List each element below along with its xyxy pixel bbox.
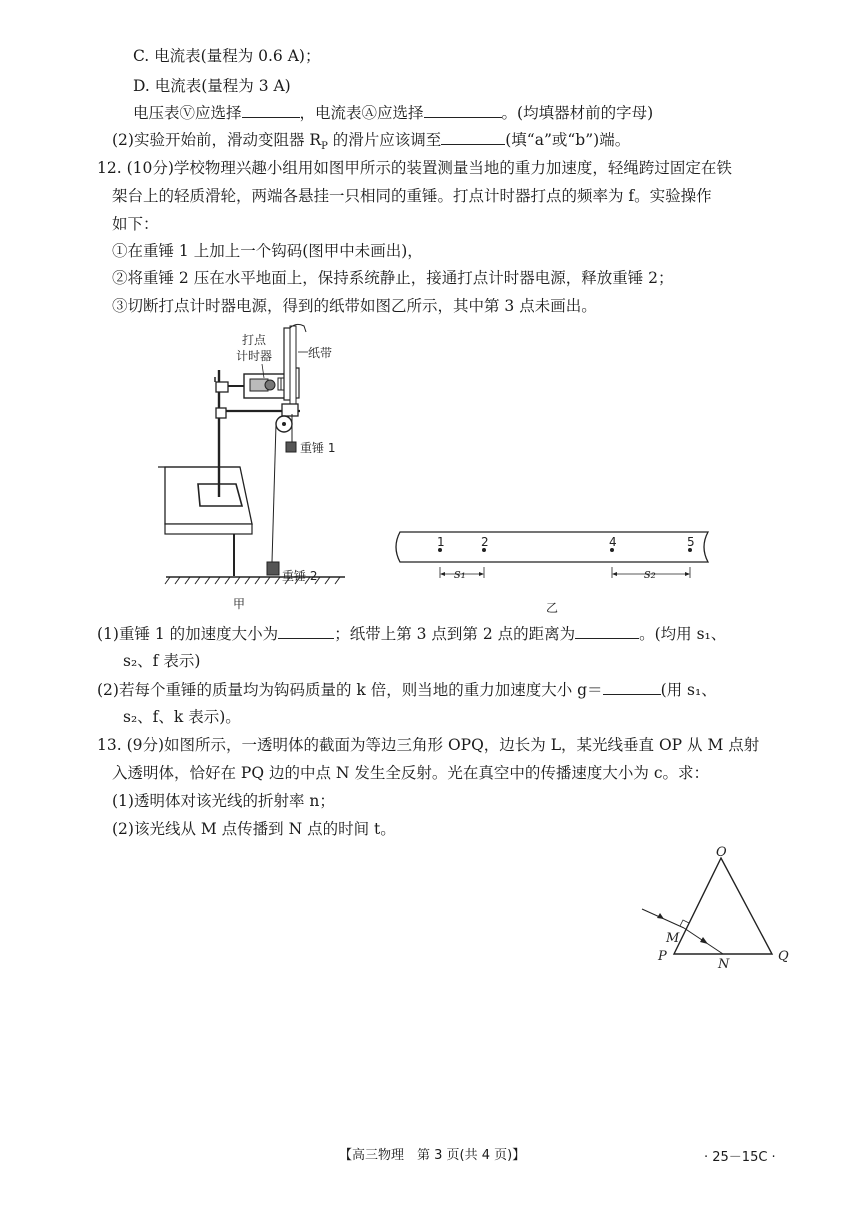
q11-part2-sub: P [321,141,328,153]
clamp-lower [216,408,226,418]
q11-blank-voltmeter[interactable] [242,101,300,118]
timer-label-line1: 打点 [242,333,267,347]
tape-point-label-1: 1 [437,535,445,549]
q13-stem-line1: 13. (9分)如图所示，一透明体的截面为等边三角形 OPQ，边长为 L，某光线垂直 OP 从 M 点射 [97,736,760,754]
q11-blank-ammeter[interactable] [424,101,502,118]
q13-part2: (2)该光线从 M 点传播到 N 点的时间 t。 [112,820,396,838]
q12-blank-distance[interactable] [575,622,639,639]
point-n: N [718,957,730,968]
weight-2 [267,562,279,575]
q12-sub2-tail: s₂、f、k 表示)。 [123,708,241,726]
q13-stem-line2: 入透明体，恰好在 PQ 边的中点 N 发生全反射。光在真空中的传播速度大小为 c。求： [112,764,710,782]
q12-sub2-line [97,678,717,701]
weight2-label: 重锤 2 [282,569,318,583]
tape-label: 纸带 [308,346,333,360]
s2-label: s₂ [644,567,656,582]
q12-sub1-tail: s₂、f 表示) [123,652,201,670]
point-m: M [666,931,680,946]
weight1-label: 重锤 1 [300,441,336,455]
q12-step3: ③切断打点计时器电源，得到的纸带如图乙所示，其中第 3 点未画出。 [112,297,597,315]
q13-figure [636,838,796,968]
footer-page-info: 【高三物理 第 3 页(共 4 页)】 [339,1148,526,1163]
clamp-upper [216,382,228,392]
q12-step1: ①在重锤 1 上加上一个钩码(图甲中未画出)， [112,242,423,260]
q12-stem-line3: 如下： [112,215,159,233]
q11-blank-end[interactable] [441,128,505,145]
paper-tape [290,326,296,412]
s1-label: s₁ [454,567,466,582]
tape-point-label-4: 4 [609,535,617,549]
tape-point-label-2: 2 [481,535,489,549]
timer-label-line2: 计时器 [236,349,273,363]
q12-sub1-text-c: 。(均用 s₁、 [639,625,727,643]
q12-step2: ②将重锤 2 压在水平地面上，保持系统静止，接通打点计时器电源，释放重锤 2； [112,269,674,287]
table-edge [165,524,252,534]
q11-part2-text: (2)实验开始前，滑动变阻器 R [112,131,322,149]
weight-1 [286,442,296,452]
q11-select-line [133,101,653,124]
q12-sub2-text-a: (2)若每个重锤的质量均为钩码质量的 k 倍，则当地的重力加速度大小 g＝ [97,681,603,699]
q12-figure-b [390,522,720,622]
vertex-p: P [658,949,667,964]
vertex-o: O [716,845,727,860]
vertex-q: Q [778,949,789,964]
triangle-opq [674,858,772,954]
q11-select-voltmeter: 电压表Ⓥ应选择 [133,104,242,122]
q12-blank-g[interactable] [603,678,661,695]
footer-code: · 25－15C · [704,1150,776,1165]
q11-select-ammeter: ，电流表Ⓐ应选择 [299,104,424,122]
q12-stem-line1: 12. (10分)学校物理兴趣小组用如图甲所示的装置测量当地的重力加速度，轻绳跨过固定在铁 [97,159,732,177]
string-left [272,424,276,562]
q11-option-d: D. 电流表(量程为 3 A) [133,77,291,95]
q12-stem-line2: 架台上的轻质滑轮，两端各悬挂一只相同的重锤。打点计时器打点的频率为 f。实验操作 [112,187,712,205]
q11-option-c: C. 电流表(量程为 0.6 A)； [133,47,321,65]
q11-part2-text-b: 的滑片应该调至 [327,131,442,149]
q12-sub1-text-a: (1)重锤 1 的加速度大小为 [97,625,279,643]
fig-b-caption: 乙 [546,601,559,615]
q11-select-note: 。(均填器材前的字母) [501,104,654,122]
q12-sub2-text-b: (用 s₁、 [660,681,717,699]
q12-sub1-text-b: ；纸带上第 3 点到第 2 点的距离为 [334,625,576,643]
tape-point-label-5: 5 [687,535,695,549]
q12-blank-accel[interactable] [278,622,334,639]
q13-part1: (1)透明体对该光线的折射率 n； [112,792,335,810]
q12-sub1-line [97,622,726,645]
q11-part2-line [112,128,630,158]
fig-a-caption: 甲 [233,597,246,611]
q11-part2-note: (填“a”或“b”)端。 [505,131,631,149]
q12-figure-a [140,322,365,622]
